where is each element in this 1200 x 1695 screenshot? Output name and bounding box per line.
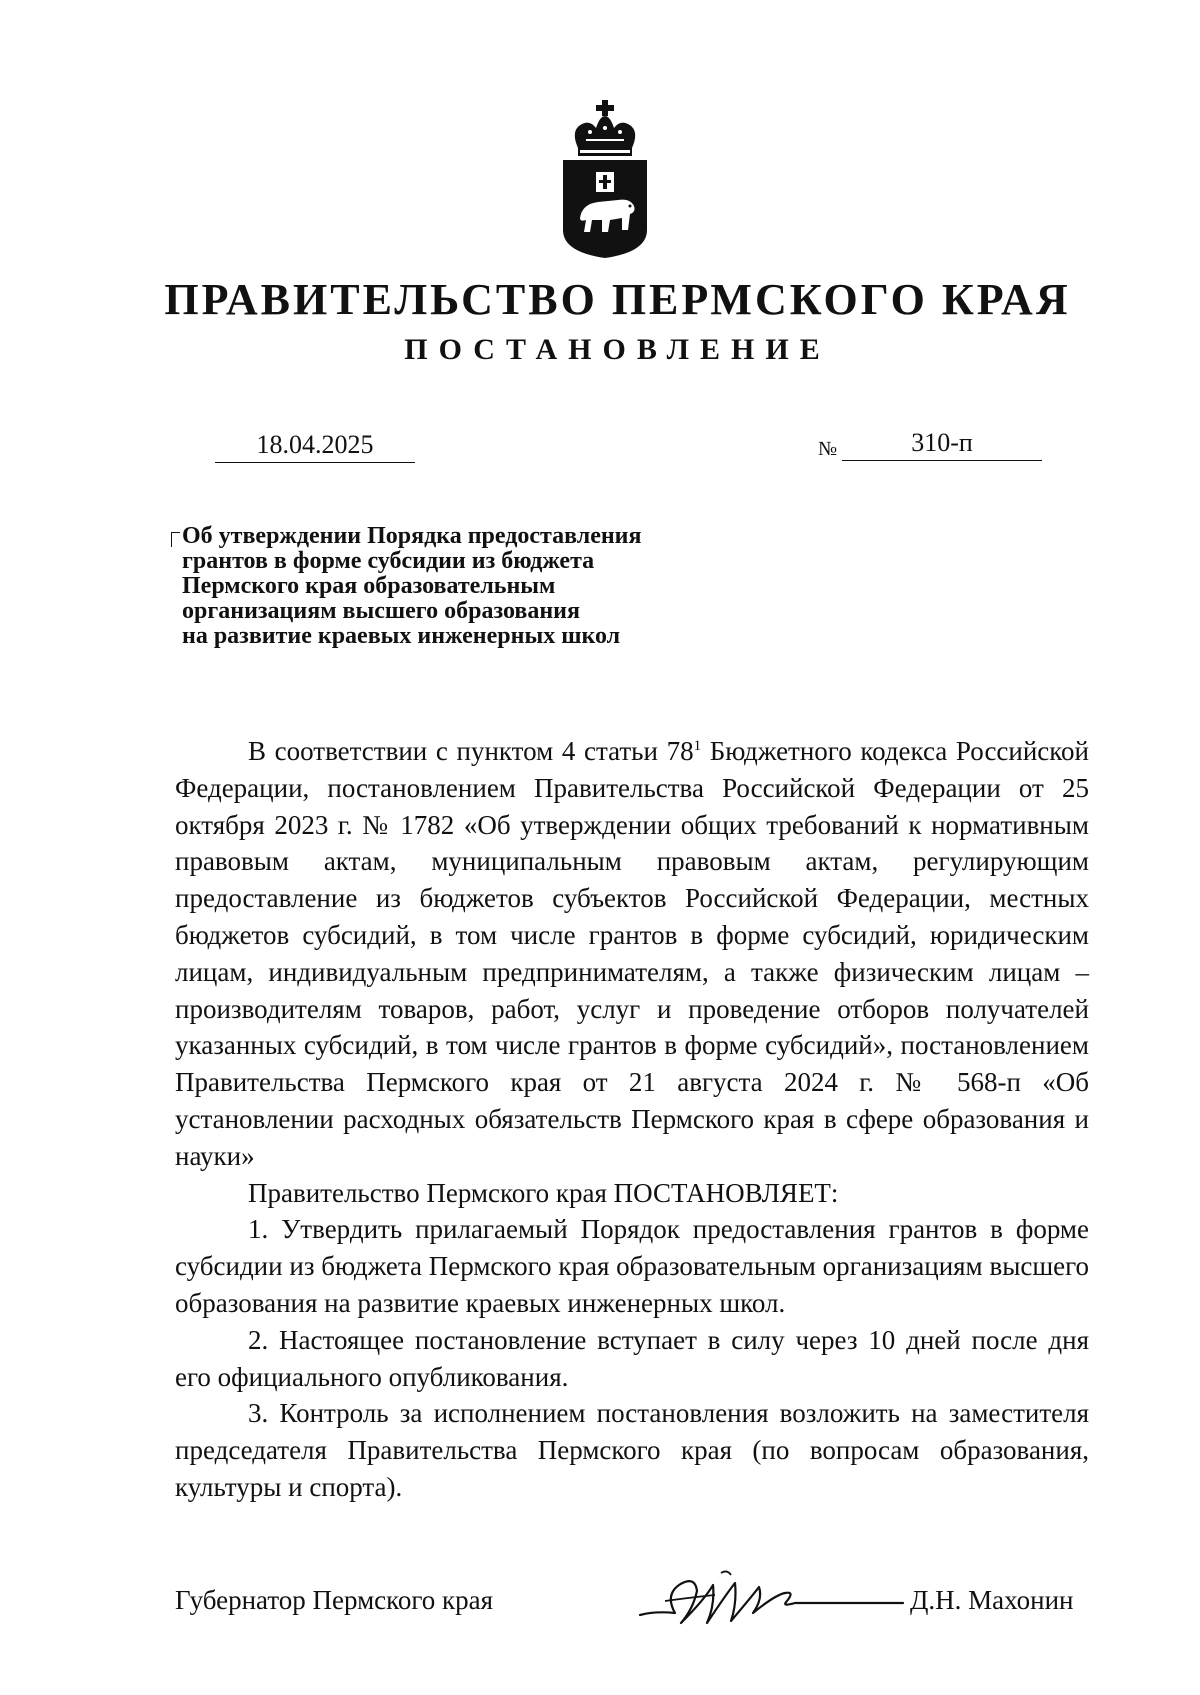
subject-corner-mark xyxy=(171,532,180,547)
handwritten-signature xyxy=(635,1565,905,1635)
subject-line: грантов в форме субсидии из бюджета xyxy=(182,548,595,574)
subject-line: на развитие краевых инженерных школ xyxy=(182,623,621,649)
signatory-name: Д.Н. Махонин xyxy=(910,1585,1074,1615)
signatory-position: Губернатор Пермского края xyxy=(175,1585,494,1615)
document-type: ПОСТАНОВЛЕНИЕ xyxy=(404,333,831,366)
perm-krai-coat-of-arms-icon xyxy=(560,100,650,260)
subject-line: Пермского края образовательным xyxy=(182,573,556,599)
article-superscript: 1 xyxy=(693,738,702,754)
document-number: 310-п xyxy=(842,426,1042,461)
document-subject xyxy=(182,524,742,649)
number-sign: № xyxy=(818,438,838,460)
subject-line: организациям высшего образования xyxy=(182,598,580,624)
preamble-paragraph: В соответствии с пунктом 4 статьи $78^1$ Бюджетного кодекса Российской Федерации, постановлением Правительства Российской Федерации от 25 октября 2023 г. № 1782 «Об утверждении общих требований к нормативным правовым актам, муниципальным правовым актам, регулирующим предоставление из бюджетов субъектов Российской Федерации, местных бюджетов субсидий, в том числе грантов в форме субсидий, юридическим лицам, индивидуальным предпринимателям, а также физическим лицам – производителям товаров, работ, услуг и проведение отборов получателей указанных субсидий, в том числе грантов в форме субсидий», постановлением Правительства Пермского края от 21 августа 2024 г. № 568-п «Об установлении расходных обязательств Пермского края в сфере образования и науки» xyxy=(175,736,1089,1171)
document-body xyxy=(175,733,1089,1506)
government-title: ПРАВИТЕЛЬСТВО ПЕРМСКОГО КРАЯ xyxy=(164,275,1071,324)
item-paragraph-3: 3. Контроль за исполнением постановления возложить на заместителя председателя Правительства Пермского края (по вопросам образования, культуры и спорта). xyxy=(175,1398,1089,1502)
resolves-paragraph: Правительство Пермского края ПОСТАНОВЛЯЕТ: xyxy=(248,1177,839,1208)
item-paragraph-1: 1. Утвердить прилагаемый Порядок предоставления грантов в форме субсидии из бюджета Пермского края образовательным организациям высшего образования на развитие краевых инженерных школ. xyxy=(175,1214,1089,1318)
item-paragraph-2: 2. Настоящее постановление вступает в силу через 10 дней после дня его официального опубликования. xyxy=(175,1324,1089,1392)
subject-line: Об утверждении Порядка предоставления xyxy=(182,523,642,549)
document-date: 18.04.2025 xyxy=(215,428,415,463)
